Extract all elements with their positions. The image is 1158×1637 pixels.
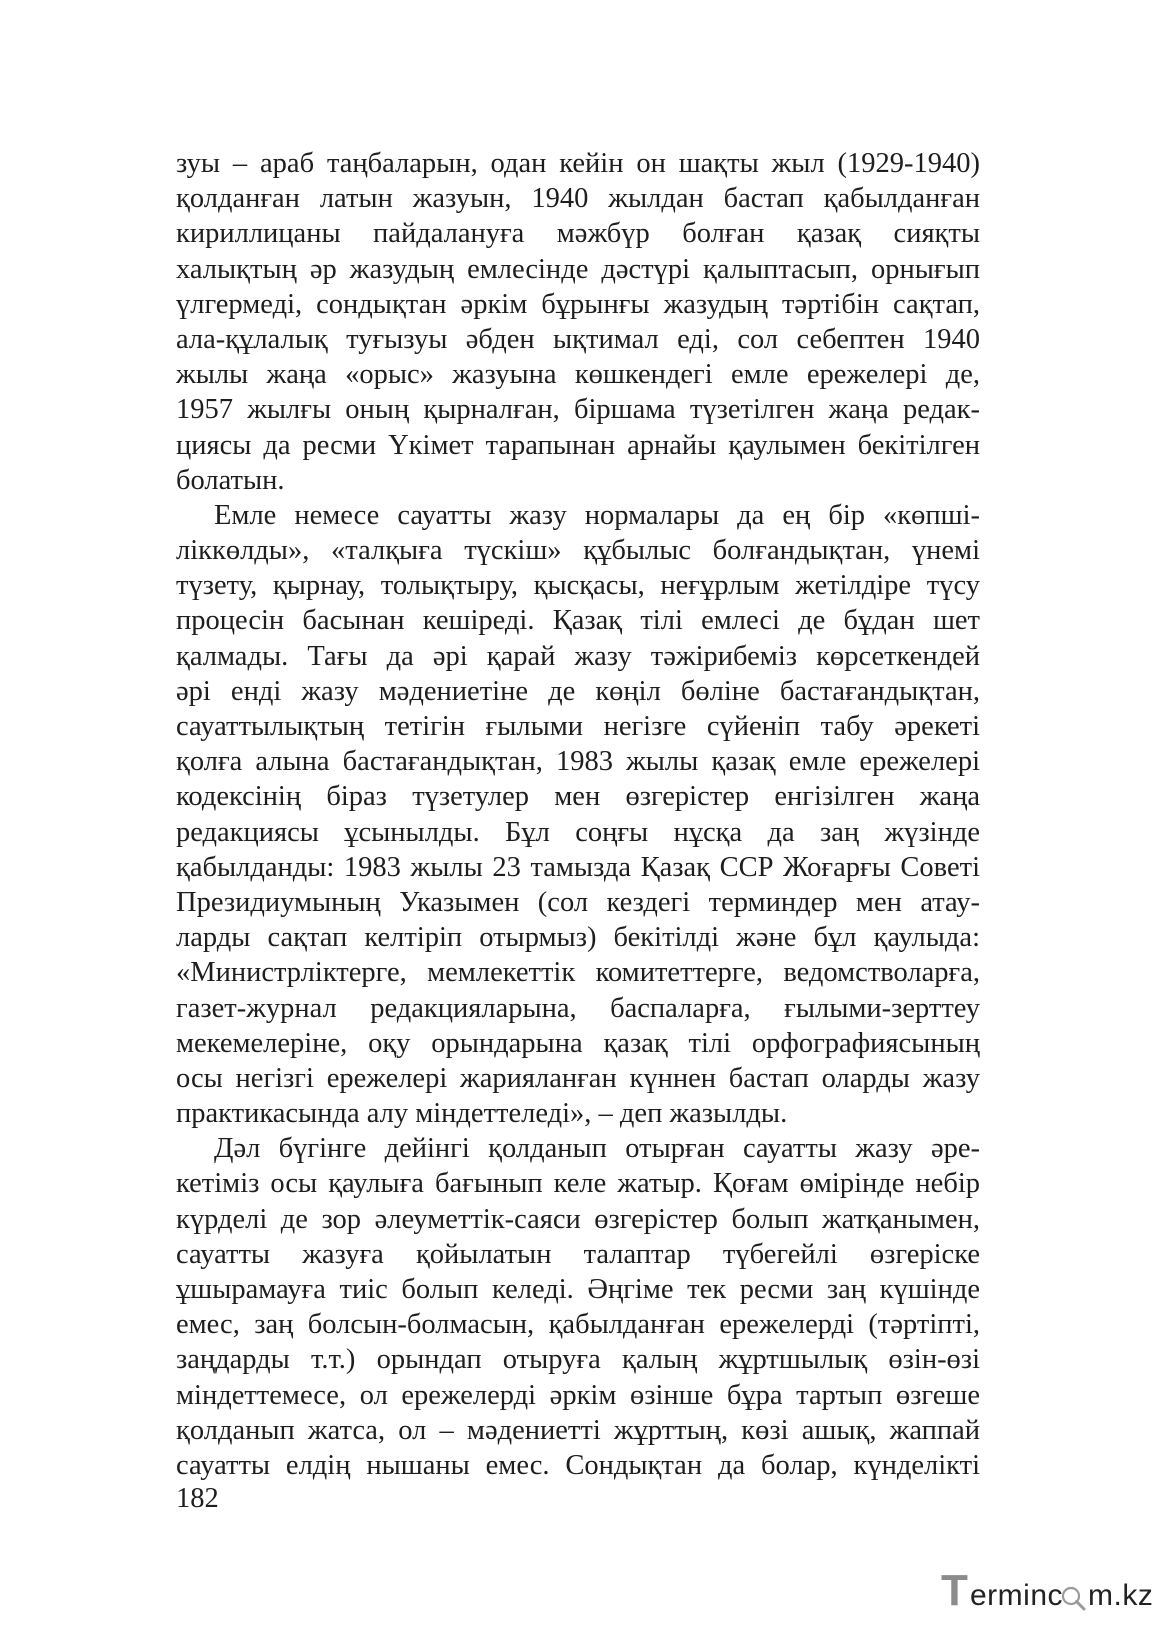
text-line: Президиумының Указымен (сол кездегі терминдер мен атау- [176, 886, 980, 918]
text-line: емес, заң болсын-болмасын, қабылданған ережелерді (тәртіпті, [176, 1309, 980, 1341]
paragraph-start-line: Емле немесе сауатты жазу нормалары да ең бір «көпші- [214, 499, 980, 531]
text-line: ліккөлды», «талқыға түскіш» құбылыс болғандықтан, үнемі [176, 535, 980, 567]
paragraph-start-line: Дәл бүгінге дейінгі қолданып отырған сауатты жазу әре- [214, 1133, 980, 1165]
magnifier-icon [1060, 1585, 1086, 1611]
text-line: үлгермеді, сондықтан әркім бұрынғы жазудың тәртібін сақтап, [176, 288, 980, 320]
site-watermark [941, 1566, 1154, 1618]
text-line: практикасында алу міндеттеледі», – деп жазылды. [176, 1098, 788, 1130]
text-line: қабылданды: 1983 жылы 23 тамызда Қазақ ССР Жоғарғы Советі [176, 851, 980, 883]
watermark-text-part2: m.kz [1088, 1579, 1154, 1612]
text-line: мекемелеріне, оқу орындарына қазақ тілі орфографиясының [176, 1027, 980, 1059]
watermark-text-part1: erminc [970, 1579, 1064, 1612]
text-line: ала-құлалық туғызуы әбден ықтимал еді, сол себептен 1940 [176, 323, 980, 355]
text-line: сауатты жазуға қойылатын талаптар түбегейлі өзгеріске [176, 1238, 980, 1270]
text-line: сауатты елдің нышаны емес. Сондықтан да болар, күнделікті [176, 1449, 980, 1481]
text-line: газет-журнал редакцияларына, баспаларға, ғылыми-зерттеу [176, 992, 980, 1024]
text-line: сауаттылықтың тетігін ғылыми негізге сүйеніп табу әрекеті [176, 711, 980, 742]
text-line: әрі енді жазу мәдениетіне де көңіл бөліне бастағандықтан, [176, 675, 980, 707]
text-line: ларды сақтап келтіріп отырмыз) бекітілді және бұл қаулыда: [176, 922, 980, 954]
text-line: 1957 жылғы оның қырналған, біршама түзетілген жаңа редак- [176, 394, 980, 426]
text-line: процесін басынан кешіреді. Қазақ тілі емлесі де бұдан шет [176, 605, 980, 637]
text-line: кодексінің біраз түзетулер мен өзгерістер енгізілген жаңа [176, 781, 980, 813]
text-line: «Министрліктерге, мемлекеттік комитеттерге, ведомстволарға, [176, 957, 980, 989]
text-line: кетіміз осы қаулыға бағынып келе жатыр. Қоғам өмірінде небір [176, 1168, 980, 1200]
text-line: зуы – араб таңбаларын, одан кейін он шақты жыл (1929-1940) [176, 148, 980, 179]
page-number: 182 [176, 1483, 219, 1514]
body-text [176, 146, 980, 1483]
text-line: циясы да ресми Үкімет тарапынан арнайы қаулымен бекітілген [176, 429, 980, 461]
text-line: қолданған латын жазуын, 1940 жылдан бастап қабылданған [176, 183, 980, 215]
text-line: қалмады. Тағы да әрі қарай жазу тәжірибеміз көрсеткендей [176, 640, 980, 672]
watermark-letter-t: T [941, 1566, 968, 1615]
text-line: халықтың әр жазудың емлесінде дәстүрі қалыптасып, орнығып [176, 253, 980, 285]
text-line: жылы жаңа «орыс» жазуына көшкендегі емле ережелері де, [176, 359, 980, 391]
text-line: редакциясы ұсынылды. Бұл соңғы нұсқа да заң жүзінде [176, 816, 980, 848]
text-line: қолға алына бастағандықтан, 1983 жылы қазақ емле ережелері [176, 746, 980, 778]
text-line: осы негізгі ережелері жарияланған күннен бастап оларды жазу [176, 1062, 980, 1094]
text-line: күрделі де зор әлеуметтік-саяси өзгерістер болып жатқанымен, [176, 1203, 980, 1235]
text-line: заңдарды т.т.) орындап отыруға қалың жұртшылық өзін-өзі [176, 1344, 980, 1376]
text-line: түзету, қырнау, толықтыру, қысқасы, неғұрлым жетілдіре түсу [176, 570, 980, 602]
text-line: кириллицаны пайдалануға мәжбүр болған қазақ сияқты [176, 218, 980, 250]
text-line: болатын. [176, 464, 285, 496]
text-line: міндеттемесе, ол ережелерді әркім өзінше бұра тартып өзгеше [176, 1379, 980, 1411]
text-line: ұшырамауға тиіс болып келеді. Әңгіме тек ресми заң күшінде [176, 1274, 980, 1305]
text-line: қолданып жатса, ол – мәдениетті жұрттың, көзі ашық, жаппай [176, 1414, 980, 1446]
